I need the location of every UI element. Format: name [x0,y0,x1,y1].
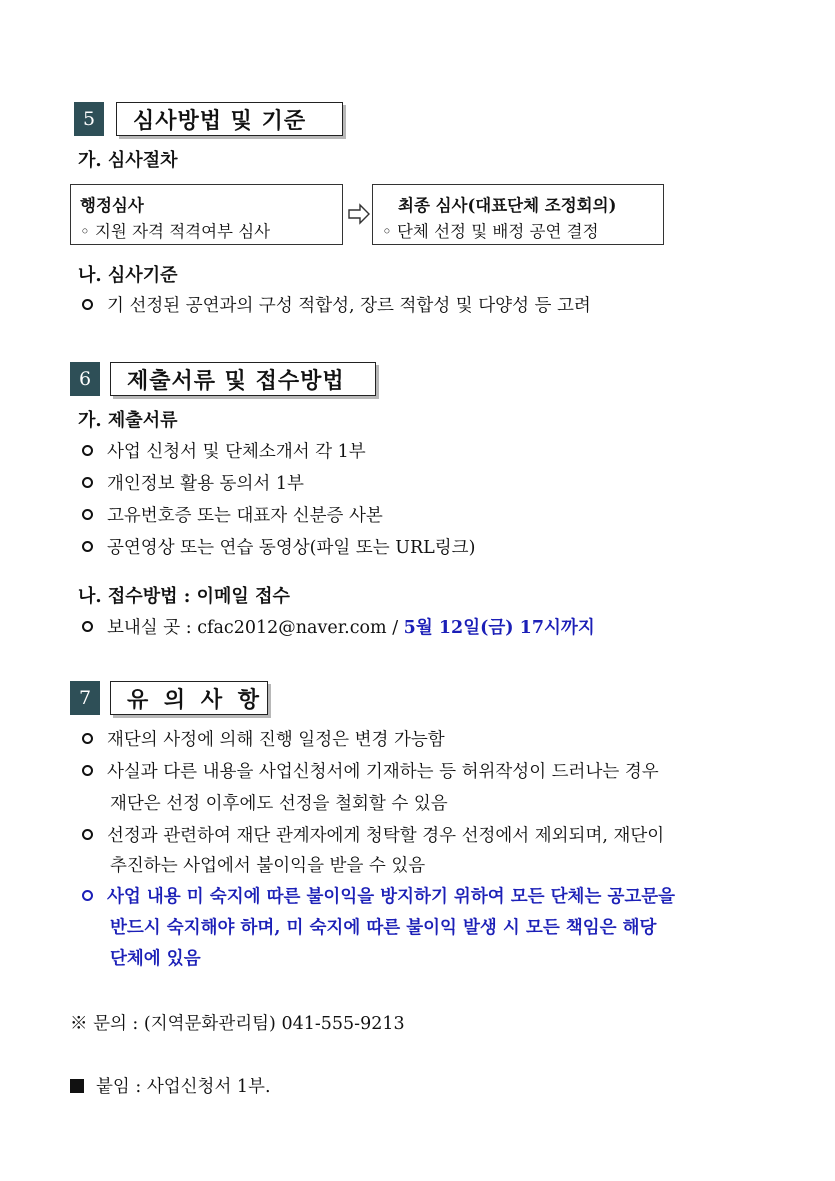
circle-bullet-icon [82,829,93,840]
section-7-title: 유 의 사 항 [110,681,268,715]
review-step-1-box [70,184,343,245]
review-step-2-title: 최종 심사(대표단체 조정회의) [398,196,617,215]
circle-bullet-icon [82,621,93,632]
circle-bullet-icon [82,299,93,310]
section-5-subheading-a: 가. 심사절차 [78,150,178,171]
submission-method-value: 이메일 접수 [196,586,290,607]
circle-bullet-icon [82,890,93,901]
circle-bullet-icon [82,509,93,520]
criteria-item: 기 선정된 공연과의 구성 적합성, 장르 적합성 및 다양성 등 고려 [82,292,591,317]
attachment-note: 붙임 : 사업신청서 1부. [70,1073,271,1098]
note-item: 재단의 사정에 의해 진행 일정은 변경 가능함 [82,726,445,751]
note-item-important: 사업 내용 미 숙지에 따른 불이익을 방지하기 위하여 모든 단체는 공고문을 [82,883,675,908]
list-item: 공연영상 또는 연습 동영상(파일 또는 URL링크) [82,534,475,559]
list-item: 고유번호증 또는 대표자 신분증 사본 [82,502,383,527]
deadline: 5월 12일(금) 17시까지 [403,618,595,638]
circle-bullet-icon [82,733,93,744]
circle-bullet-icon [82,541,93,552]
review-step-2-item: ◦ 단체 선정 및 배정 공연 결정 [382,222,599,241]
arrow-right-icon [347,203,371,225]
note-item: 선정과 관련하여 재단 관계자에게 청탁할 경우 선정에서 제외되며, 재단이 [82,822,664,847]
section-6-subheading-a: 가. 제출서류 [78,410,178,431]
section-6-number: 6 [70,362,100,396]
review-step-1-title: 행정심사 [80,196,144,215]
list-item: 개인정보 활용 동의서 1부 [82,470,304,495]
review-step-1-item: ◦ 지원 자격 적격여부 심사 [80,222,271,241]
note-item-important-continued: 단체에 있음 [110,949,201,969]
black-square-icon [70,1079,84,1093]
section-5-number: 5 [74,102,104,136]
section-6-subheading-b [78,582,290,608]
send-to-email: 보내실 곳 : cfac2012@naver.com / [107,618,404,638]
section-6-title: 제출서류 및 접수방법 [110,362,376,396]
note-item-continued: 추진하는 사업에서 불이익을 받을 수 있음 [110,856,426,876]
note-item-important-continued: 반드시 숙지해야 하며, 미 숙지에 따른 불이익 발생 시 모든 책임은 해당 [110,918,657,938]
circle-bullet-icon [82,765,93,776]
section-7-number: 7 [70,681,100,715]
send-to-line [82,614,595,639]
circle-bullet-icon [82,445,93,456]
inquiry-contact: ※ 문의 : (지역문화관리팀) 041-555-9213 [70,1014,405,1034]
circle-bullet-icon [82,477,93,488]
note-item: 사실과 다른 내용을 사업신청서에 기재하는 등 허위작성이 드러나는 경우 [82,758,659,783]
list-item: 사업 신청서 및 단체소개서 각 1부 [82,438,366,463]
section-5-title: 심사방법 및 기준 [116,102,343,136]
submission-method-label: 나. 접수방법 : [78,586,197,607]
review-step-2-box [372,184,664,245]
note-item-continued: 재단은 선정 이후에도 선정을 철회할 수 있음 [110,794,448,814]
section-5-subheading-b: 나. 심사기준 [78,265,178,286]
